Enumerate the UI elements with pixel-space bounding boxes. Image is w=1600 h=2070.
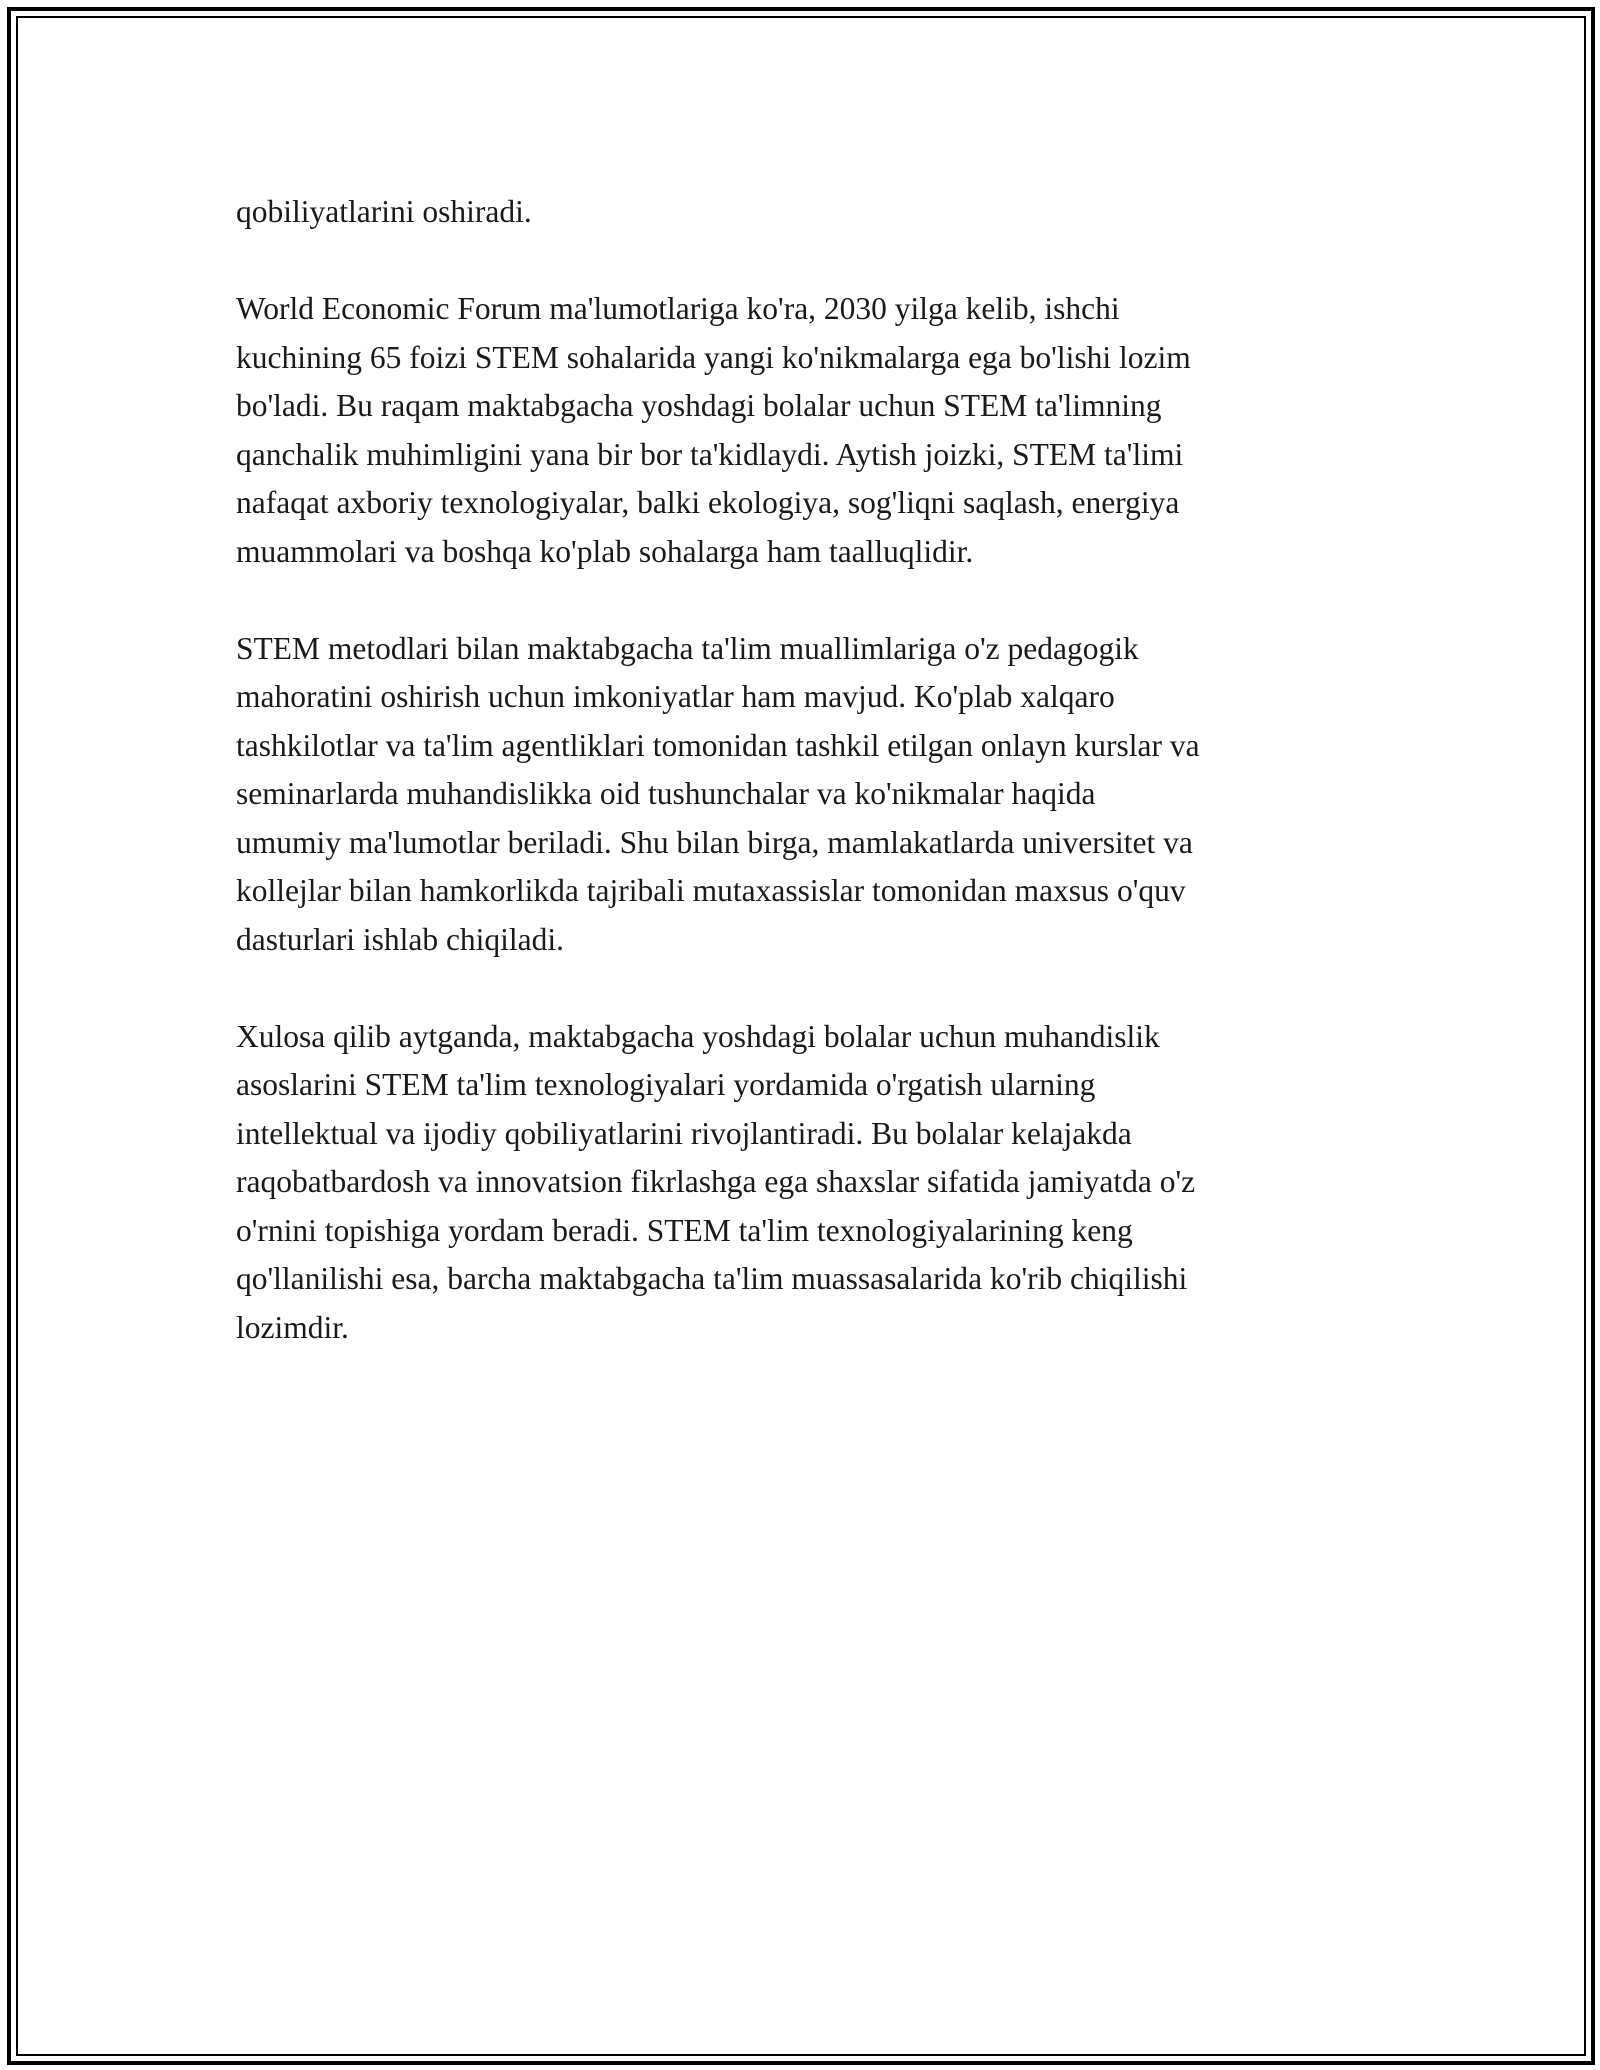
paragraph-continuation: qobiliyatlarini oshiradi. <box>236 194 532 229</box>
paragraph-world-economic-forum: World Economic Forum ma'lumotlariga ko'ra, 2030 yilga kelib, ishchi kuchining 65 foizi STEM sohalarida yangi ko'nikmalarga ega bo'lishi lozim bo'ladi. Bu raqam maktabgacha yoshdagi bolalar uchun STEM ta'limning qanchalik muhimligini yana bir bor ta'kidlaydi. Aytish joizki, STEM ta'limi nafaqat axboriy texnologiyalar, balki ekologiya, sog'liqni saqlash, energiya muammolari va boshqa ko'plab sohalarga ham taalluqlidir. <box>236 291 1191 569</box>
paragraph-conclusion: Xulosa qilib aytganda, maktabgacha yoshdagi bolalar uchun muhandislik asoslarini STEM ta'lim texnologiyalari yordamida o'rgatish ularning intellektual va ijodiy qobiliyatlarini rivojlantiradi. Bu bolalar kelajakda raqobatbardosh va innovatsion fikrlashga ega shaxslar sifatida jamiyatda o'z o'rnini topishiga yordam beradi. STEM ta'lim texnologiyalarining keng qo'llanilishi esa, barcha maktabgacha ta'lim muassasalarida ko'rib chiqilishi lozimdir. <box>236 1018 1196 1345</box>
document-body <box>236 188 1376 1401</box>
paragraph-stem-methods: STEM metodlari bilan maktabgacha ta'lim muallimlariga o'z pedagogik mahoratini oshirish uchun imkoniyatlar ham mavjud. Ko'plab xalqaro tashkilotlar va ta'lim agentliklari tomonidan tashkil etilgan onlayn kurslar va seminarlarda muhandislikka oid tushunchalar va ko'nikmalar haqida umumiy ma'lumotlar beriladi. Shu bilan birga, mamlakatlarda universitet va kollejlar bilan hamkorlikda tajribali mutaxassislar tomonidan maxsus o'quv dasturlari ishlab chiqiladi. <box>236 630 1200 957</box>
